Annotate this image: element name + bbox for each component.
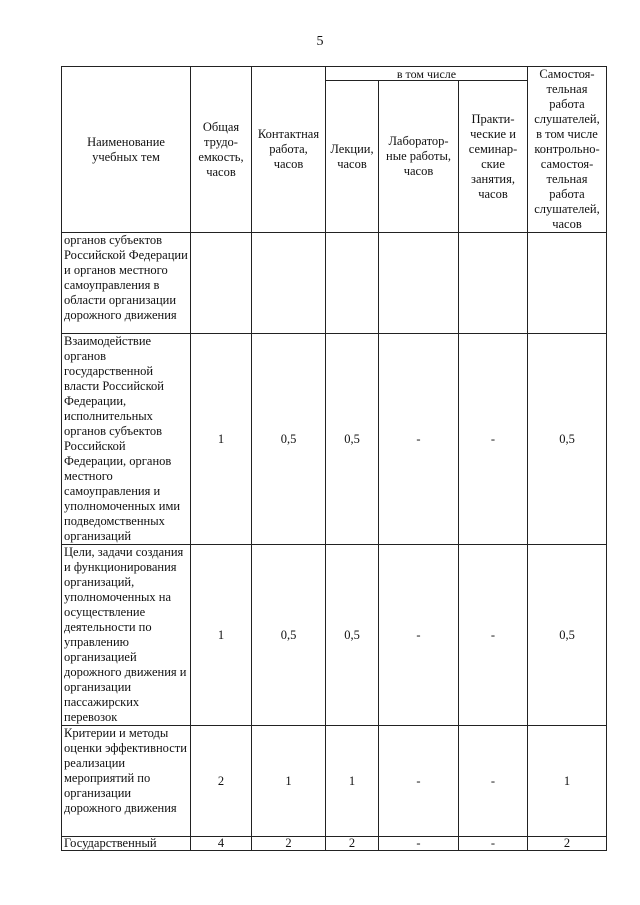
table-row <box>62 233 607 334</box>
row-name: Критерии и методы оценки эффективности реализации мероприятий по организации дорожного движения <box>62 726 191 837</box>
row-contact <box>252 233 326 334</box>
row-self <box>528 233 607 334</box>
row-lectures <box>326 233 379 334</box>
header-self: Самостоя-тельная работа слушателей, в том числе контрольно-самостоя-тельная работа слушателей, часов <box>528 67 607 233</box>
row-self: 2 <box>528 837 607 851</box>
row-labs: - <box>379 334 459 545</box>
row-self: 1 <box>528 726 607 837</box>
row-labs: - <box>379 837 459 851</box>
header-labs: Лаборатор-ные работы, часов <box>379 81 459 233</box>
header-total: Общая трудо-емкость, часов <box>191 67 252 233</box>
row-lectures: 1 <box>326 726 379 837</box>
header-contact: Контактная работа, часов <box>252 67 326 233</box>
row-labs: - <box>379 545 459 726</box>
row-contact: 1 <box>252 726 326 837</box>
row-contact: 0,5 <box>252 334 326 545</box>
row-labs <box>379 233 459 334</box>
curriculum-table <box>61 66 607 851</box>
row-name: Цели, задачи создания и функционирования организаций, уполномоченных на осуществление деятельности по управлению организацией дорожного движения и организации пассажирских перевозок <box>62 545 191 726</box>
table-row <box>62 726 607 837</box>
row-lectures: 2 <box>326 837 379 851</box>
row-practice: - <box>459 837 528 851</box>
row-total <box>191 233 252 334</box>
row-practice: - <box>459 334 528 545</box>
table-row <box>62 545 607 726</box>
row-contact: 0,5 <box>252 545 326 726</box>
page-number: 5 <box>316 34 324 49</box>
row-total: 4 <box>191 837 252 851</box>
row-practice <box>459 233 528 334</box>
header-including: в том числе <box>326 67 528 81</box>
row-practice: - <box>459 726 528 837</box>
row-total: 1 <box>191 334 252 545</box>
header-practice: Практи-ческие и семинар-ские занятия, часов <box>459 81 528 233</box>
header-lectures: Лекции, часов <box>326 81 379 233</box>
row-total: 2 <box>191 726 252 837</box>
row-labs: - <box>379 726 459 837</box>
row-self: 0,5 <box>528 334 607 545</box>
table-row <box>62 837 607 851</box>
row-practice: - <box>459 545 528 726</box>
header-name: Наименование учебных тем <box>62 67 191 233</box>
row-name: Взаимодействие органов государственной власти Российской Федерации, исполнительных органов субъектов Российской Федерации, органов местного самоуправления и уполномоченных ими подведомственных организаций <box>62 334 191 545</box>
row-lectures: 0,5 <box>326 334 379 545</box>
row-total: 1 <box>191 545 252 726</box>
row-name: органов субъектов Российской Федерации и органов местного самоуправления в области организации дорожного движения <box>62 233 191 334</box>
row-name: Государственный <box>62 837 191 851</box>
table-row <box>62 334 607 545</box>
row-contact: 2 <box>252 837 326 851</box>
row-lectures: 0,5 <box>326 545 379 726</box>
row-self: 0,5 <box>528 545 607 726</box>
